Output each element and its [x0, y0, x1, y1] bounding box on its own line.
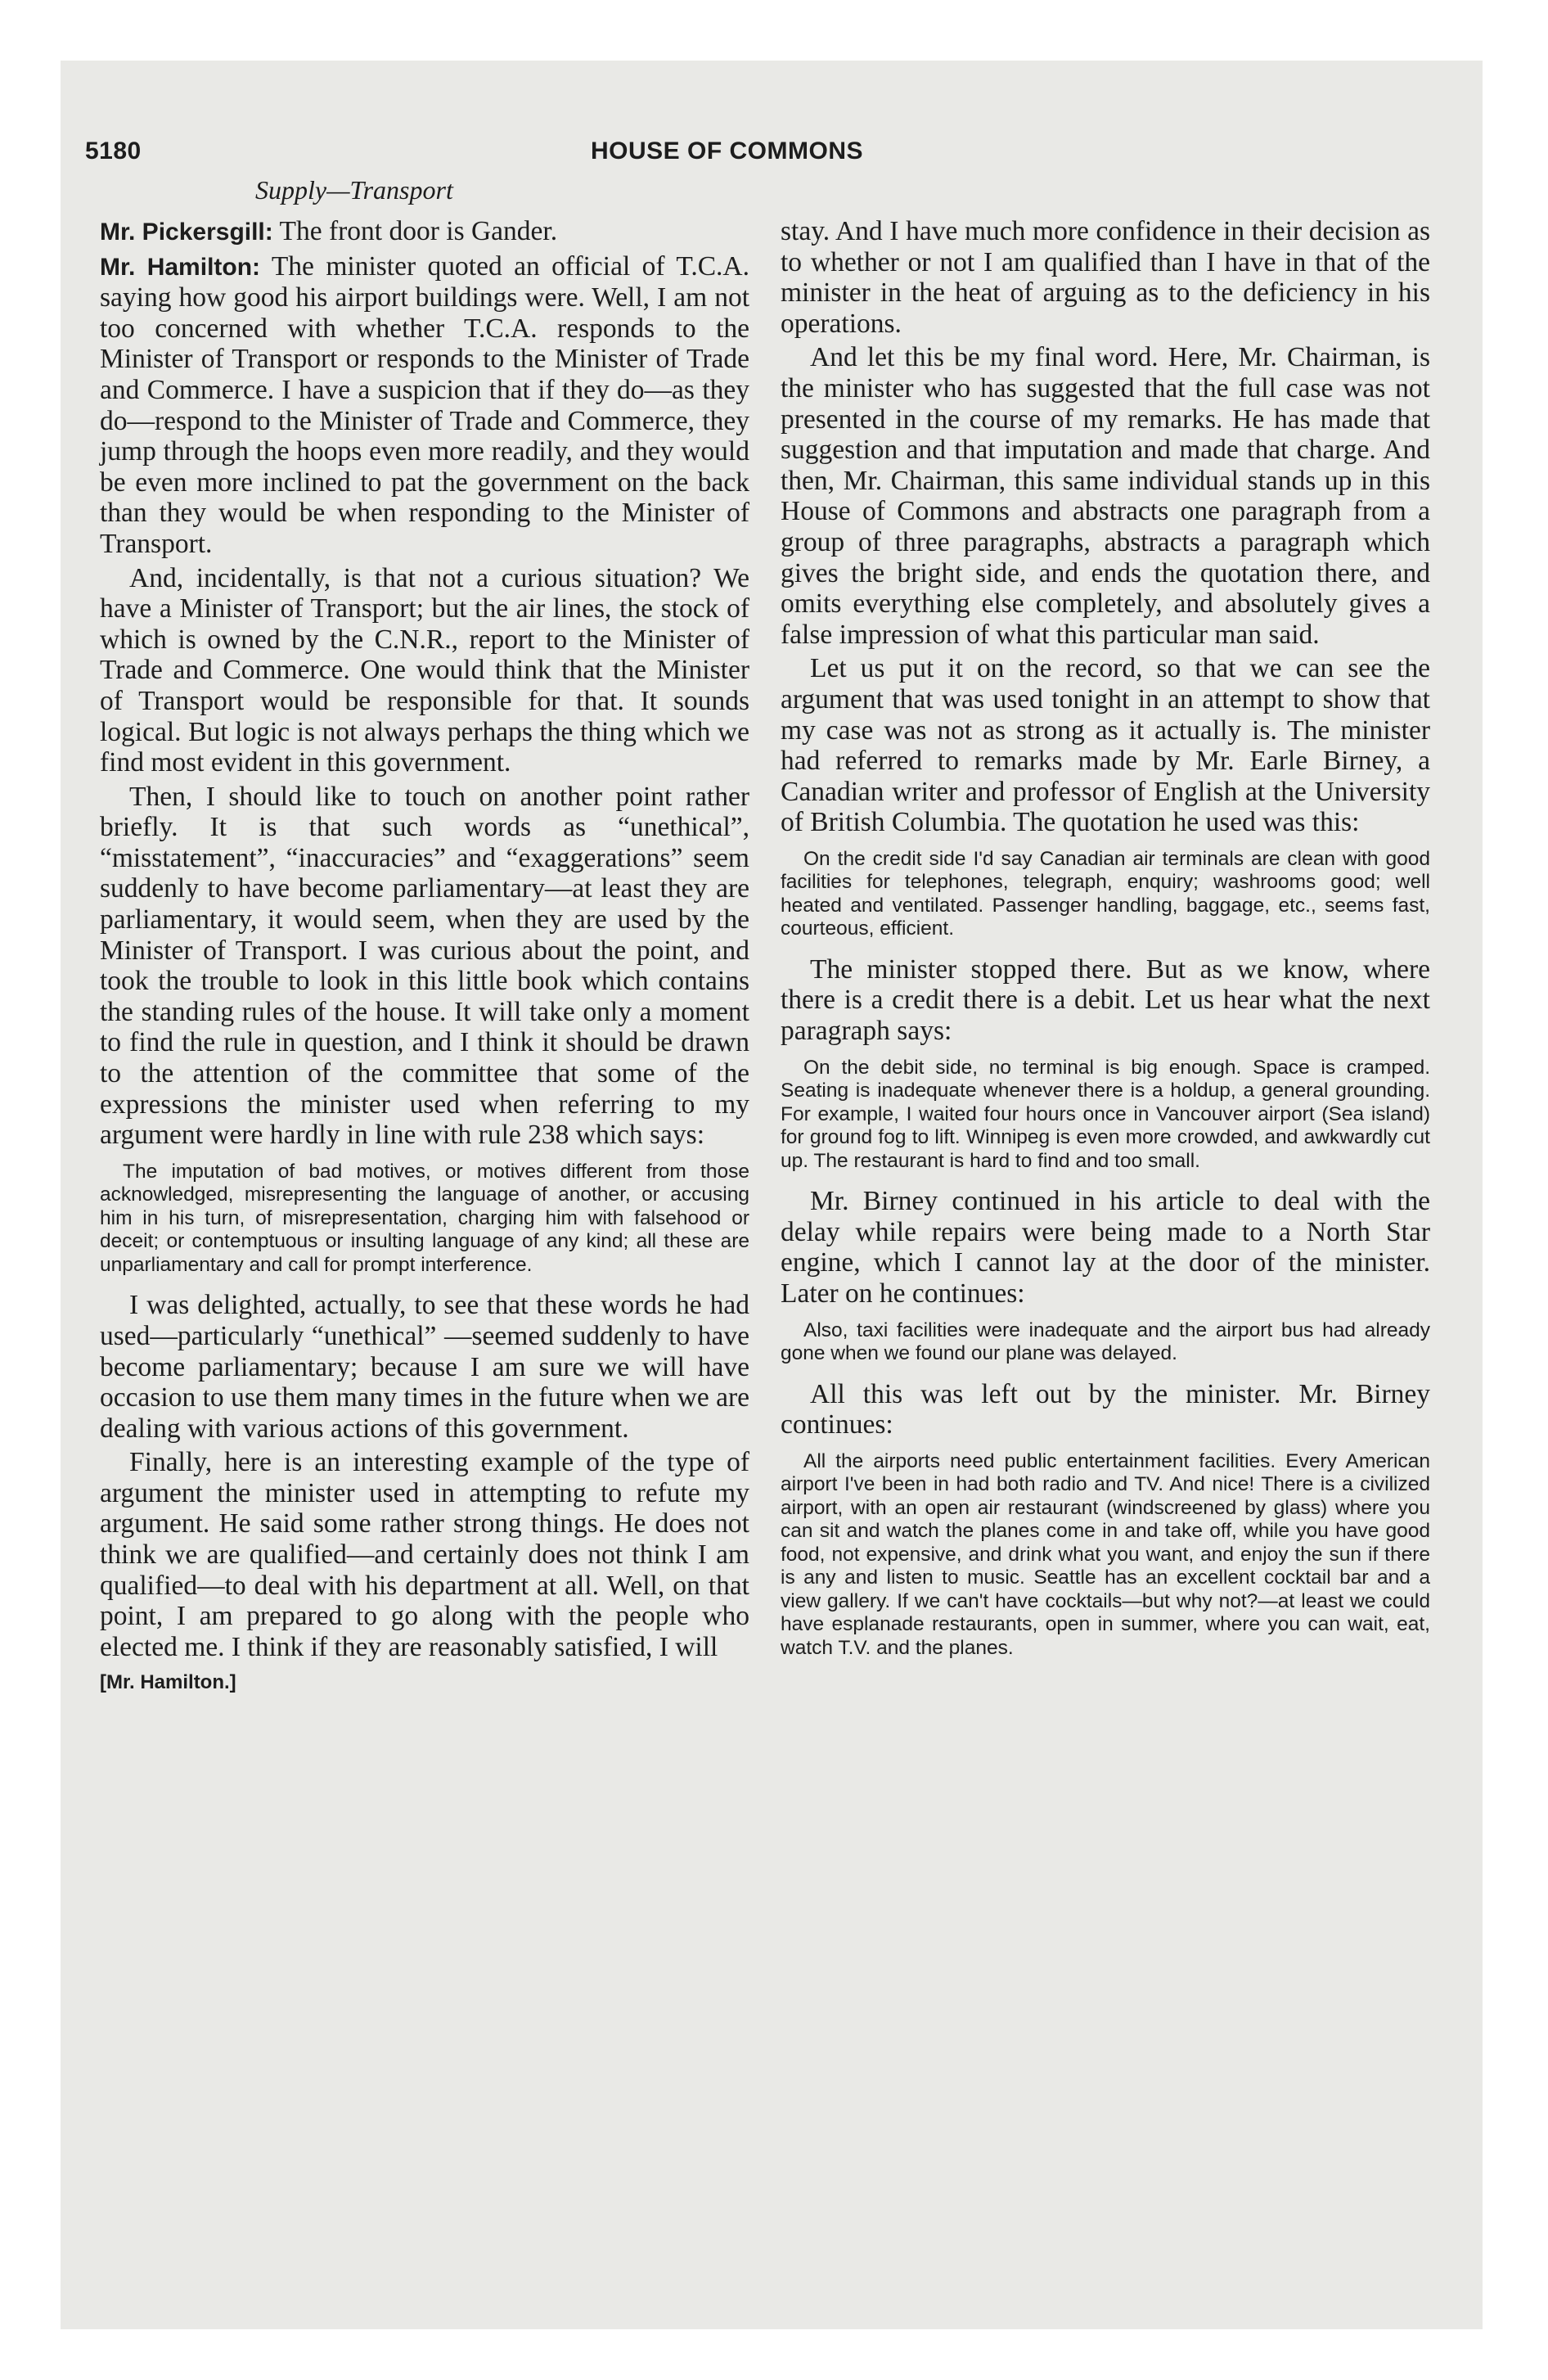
right-column	[781, 216, 1430, 1673]
paragraph: Then, I should like to touch on another point rather briefly. It is that such words as “unethical”, “misstatement”, “inaccuracies” and “exaggerations” seem suddenly to have become parliamentary—at least they are parliamentary, it would seem, when they are used by the Minister of Transport. I was curious about the point, and took the trouble to look in this little book which contains the standing rules of the house. It will take only a moment to find the rule in question, and I think it should be drawn to the attention of the committee that some of the expressions the minister used when referring to my argument were hardly in line with rule 238 which says:	[100, 781, 749, 1151]
paragraph: Finally, here is an interesting example of the type of argument the minister used in attempting to refute my argument. He said some rather strong things. He does not think we are qualified—and certainly does not think I am qualified—to deal with his department at all. Well, on that point, I am prepared to go along with the people who elected me. I think if they are reasonably satisfied, I will	[100, 1447, 749, 1662]
speech-text: The minister quoted an official of T.C.A. saying how good his airport buildings were. Well, I am not too concerned with whether T.C.A. responds to the Minister of Transport or responds to the Minister of Trade and Commerce. I have a suspicion that if they do—as they do—respond to the Minister of Trade and Commerce, they jump through the hoops even more readily, and they would be even more inclined to pat the government on the back than they would be when responding to the Minister of Transport.	[100, 250, 749, 559]
publication-title: HOUSE OF COMMONS	[591, 137, 864, 165]
paragraph: I was delighted, actually, to see that these words he had used—particularly “unethical” —seemed suddenly to have become parliamentary; because I am sure we will have occasion to use them many times in the future when we are dealing with various actions of this government.	[100, 1290, 749, 1444]
block-quote: On the credit side I'd say Canadian air terminals are clean with good facilities for telephones, telegraph, enquiry; washrooms good; well heated and ventilated. Passenger handling, baggage, etc., seems fast, courteous, efficient.	[781, 847, 1430, 940]
left-column	[100, 216, 749, 1698]
speech-text: The front door is Gander.	[272, 216, 558, 246]
paragraph	[100, 216, 749, 248]
block-quote: All the airports need public entertainment facilities. Every American airport I've been in had both radio and TV. And nice! There is a civilized airport, with an open air restaurant (windscreened by glass) where you can sit and watch the planes come in and take off, while you have good food, not expensive, and drink what you want, and enjoy the sun if there is any and listen to music. Seattle has an excellent cocktail bar and a view gallery. If we can't have cocktails—but why not?—at least we could have esplanade restaurants, open in summer, where you can wait, eat, watch T.V. and the planes.	[781, 1449, 1430, 1659]
paragraph: All this was left out by the minister. Mr. Birney continues:	[781, 1378, 1430, 1440]
paragraph: Mr. Birney continued in his article to deal with the delay while repairs were being made to a North Star engine, which I cannot lay at the door of the minister. Later on he continues:	[781, 1186, 1430, 1309]
paragraph	[100, 251, 749, 560]
paragraph: stay. And I have much more confidence in their decision as to whether or not I am qualified than I have in that of the minister in the heat of arguing as to the deficiency in his operations.	[781, 216, 1430, 339]
paragraph: The minister stopped there. But as we know, where there is a credit there is a debit. Let us hear what the next paragraph says:	[781, 953, 1430, 1047]
speaker-name: Mr. Pickersgill:	[100, 219, 273, 246]
speaker-attribution: [Mr. Hamilton.]	[100, 1671, 236, 1694]
running-head: Supply—Transport	[255, 175, 453, 205]
block-quote: Also, taxi facilities were inadequate and the airport bus had already gone when we found our plane was delayed.	[781, 1318, 1430, 1365]
block-quote: On the debit side, no terminal is big enough. Space is cramped. Seating is inadequate whenever there is a holdup, a general grounding. For example, I waited four hours once in Vancouver airport (Sea island) for ground fog to lift. Winnipeg is even more crowded, and awkwardly cut up. The restaurant is hard to find and too small.	[781, 1056, 1430, 1172]
page-header	[85, 137, 952, 178]
paragraph: And let this be my final word. Here, Mr. Chairman, is the minister who has suggested that the full case was not presented in the course of my remarks. He has made that suggestion and that imputation and made that charge. And then, Mr. Chairman, this same individual stands up in this House of Commons and abstracts one paragraph from a group of three paragraphs, abstracts a paragraph which gives the bright side, and ends the quotation there, and omits everything else completely, and absolutely gives a false impression of what this particular man said.	[781, 342, 1430, 650]
paragraph: Let us put it on the record, so that we can see the argument that was used tonight in an attempt to show that my case was not as strong as it actually is. The minister had referred to remarks made by Mr. Earle Birney, a Canadian writer and professor of English at the University of British Columbia. The quotation he used was this:	[781, 653, 1430, 838]
speaker-name: Mr. Hamilton:	[100, 253, 261, 281]
block-quote: The imputation of bad motives, or motives different from those acknowledged, misrepresenting the language of another, or accusing him in his turn, of misrepresentation, charging him with falsehood or deceit; or contemptuous or insulting language of any kind; all these are unparliamentary and call for prompt interference.	[100, 1160, 749, 1276]
paragraph: And, incidentally, is that not a curious situation? We have a Minister of Transport; but the air lines, the stock of which is owned by the C.N.R., report to the Minister of Trade and Commerce. One would think that the Minister of Transport would be responsible for that. It sounds logical. But logic is not always perhaps the thing which we find most evident in this government.	[100, 562, 749, 778]
page-number: 5180	[85, 137, 142, 165]
